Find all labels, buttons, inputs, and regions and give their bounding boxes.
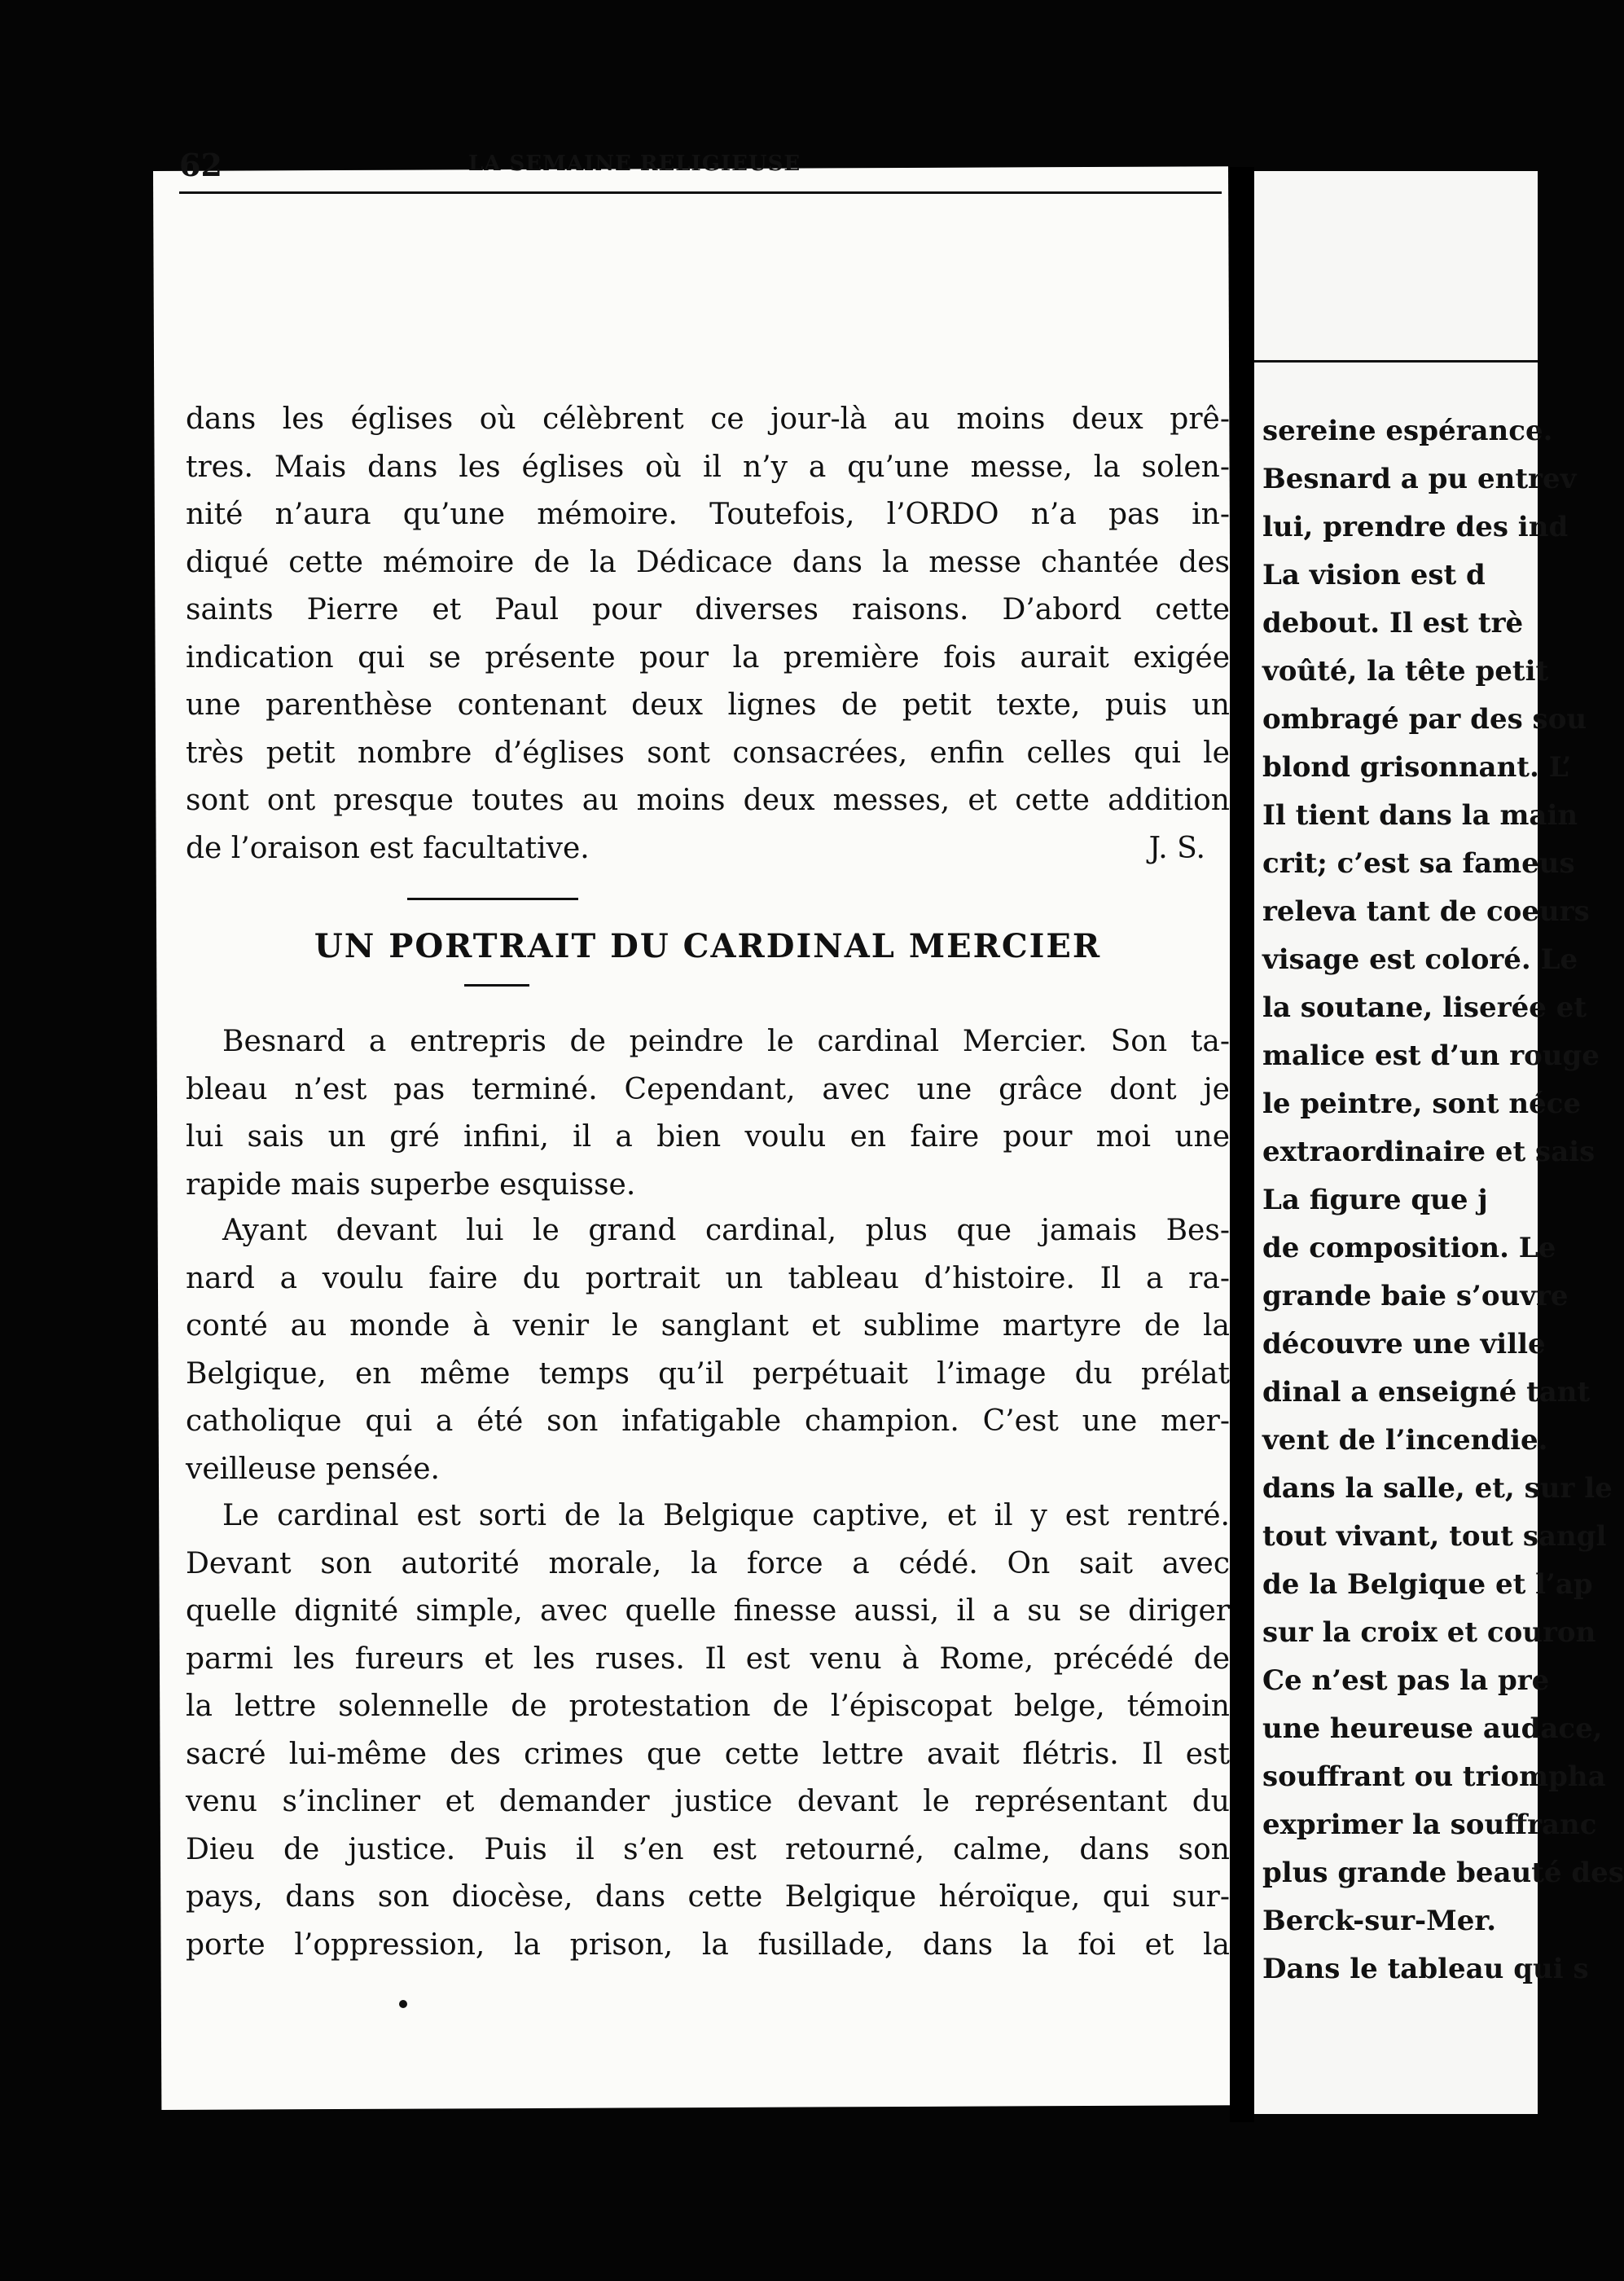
right-text-line: souffrant ou triompha — [1262, 1760, 1606, 1793]
paragraph-1 — [186, 1018, 1230, 1209]
text-line: dans les églises où célèbrent ce jour-là au moins deux prê- — [186, 402, 1230, 436]
right-text-line: Besnard a pu entrev — [1262, 463, 1577, 495]
text-line: Dieu de justice. Puis il s’en est retourné, calme, dans son — [186, 1832, 1230, 1866]
right-text-line: releva tant de coeurs — [1262, 895, 1590, 928]
ink-dot — [399, 2000, 407, 2008]
right-text-line: Ce n’est pas la pre — [1262, 1664, 1550, 1697]
right-text-line: le peintre, sont néce — [1262, 1088, 1582, 1120]
text-line-content: de l’oraison est facultative. — [186, 831, 590, 865]
paragraph-2 — [186, 1207, 1230, 1493]
right-header-rule — [1254, 360, 1538, 363]
text-line: lui sais un gré infini, il a bien voulu en faire pour moi une — [186, 1120, 1230, 1154]
text-line: bleau n’est pas terminé. Cependant, avec une grâce dont je — [186, 1072, 1230, 1106]
right-page — [1254, 171, 1624, 2114]
text-line: veilleuse pensée. — [186, 1452, 440, 1486]
right-text-line: debout. Il est trè — [1262, 607, 1524, 639]
top-paragraph — [186, 396, 1230, 872]
right-text-line: une heureuse audace, — [1262, 1712, 1603, 1745]
text-line: diqué cette mémoire de la Dédicace dans la messe chantée des — [186, 545, 1230, 579]
section-separator — [407, 898, 578, 900]
text-line: pays, dans son diocèse, dans cette Belgique héroïque, qui sur- — [186, 1880, 1230, 1914]
right-text-line: plus grande beauté des — [1262, 1857, 1624, 1889]
paragraph-3 — [186, 1492, 1230, 1969]
text-line: sont ont presque toutes au moins deux messes, et cette addition — [186, 784, 1230, 817]
text-line: une parenthèse contenant deux lignes de petit texte, puis un — [186, 688, 1230, 722]
right-text-line: sereine espérance. — [1262, 415, 1553, 447]
right-text-line: La figure que j — [1262, 1184, 1488, 1216]
right-text-line: voûté, la tête petit — [1262, 655, 1549, 688]
right-text-line: exprimer la souffranc — [1262, 1809, 1597, 1841]
right-text-line: grande baie s’ouvre — [1262, 1280, 1569, 1312]
text-line: indication qui se présente pour la première fois aurait exigée — [186, 640, 1230, 675]
text-line: nité n’aura qu’une mémoire. Toutefois, l’ORDO n’a pas in- — [186, 498, 1230, 531]
text-line: Devant son autorité morale, la force a cédé. On sait avec — [186, 1546, 1230, 1580]
text-line: rapide mais superbe esquisse. — [186, 1167, 636, 1202]
right-text-line: La vision est d — [1262, 559, 1486, 591]
text-line: parmi les fureurs et les ruses. Il est venu à Rome, précédé de — [186, 1642, 1230, 1676]
right-text-line: dans la salle, et, sur le — [1262, 1472, 1613, 1505]
right-text-line: crit; c’est sa fameus — [1262, 847, 1575, 880]
text-line: tres. Mais dans les églises où il n’y a qu’une messe, la solen- — [186, 450, 1230, 484]
signature: J. S. — [1148, 831, 1205, 865]
text-line: très petit nombre d’églises sont consacrées, enfin celles qui le — [186, 736, 1230, 770]
right-text-line: de la Belgique et l’ap — [1262, 1568, 1593, 1601]
text-line: Besnard a entrepris de peindre le cardinal Mercier. Son ta- — [222, 1025, 1230, 1058]
text-line: venu s’incliner et demander justice devant le représentant du — [186, 1785, 1230, 1818]
right-page-text — [1262, 407, 1624, 1993]
right-text-line: lui, prendre des ind — [1262, 511, 1569, 543]
running-head: LA SEMAINE RELIGIEUSE — [468, 152, 801, 176]
text-line: Ayant devant lui le grand cardinal, plus que jamais Bes- — [222, 1214, 1230, 1247]
text-line: catholique qui a été son infatigable champion. C’est une mer- — [186, 1404, 1230, 1438]
page-header — [179, 147, 1222, 183]
text-line: quelle dignité simple, avec quelle finesse aussi, il a su se diriger — [186, 1594, 1230, 1628]
book-spine — [1230, 167, 1254, 2122]
right-text-line: blond grisonnant. L’ — [1262, 751, 1572, 784]
text-line: porte l’oppression, la prison, la fusillade, dans la foi et la — [186, 1927, 1230, 1962]
right-text-line: sur la croix et couron — [1262, 1616, 1596, 1649]
right-text-line: de composition. Le — [1262, 1232, 1556, 1264]
right-text-line: dinal a enseigné tant — [1262, 1376, 1591, 1409]
text-line: la lettre solennelle de protestation de l’épiscopat belge, témoin — [186, 1690, 1230, 1723]
text-line: Le cardinal est sorti de la Belgique captive, et il y est rentré. — [222, 1499, 1230, 1532]
text-line: saints Pierre et Paul pour diverses raisons. D’abord cette — [186, 593, 1230, 626]
text-line: conté au monde à venir le sanglant et sublime martyre de la — [186, 1309, 1230, 1343]
right-text-line: Berck-sur-Mer. — [1262, 1905, 1497, 1937]
right-text-line: extraordinaire et sais — [1262, 1136, 1595, 1168]
text-line: sacré lui-même des crimes que cette lettre avait flétris. Il est — [186, 1737, 1230, 1771]
article-title: UN PORTRAIT DU CARDINAL MERCIER — [314, 927, 1102, 965]
page-number: 62 — [179, 147, 222, 183]
right-text-line: tout vivant, tout sangl — [1262, 1520, 1607, 1553]
header-rule — [179, 191, 1222, 194]
right-text-line: la soutane, liserée et — [1262, 991, 1587, 1024]
right-text-line: Dans le tableau qui s — [1262, 1953, 1589, 1985]
right-text-line: découvre une ville — [1262, 1328, 1546, 1360]
title-underline — [464, 984, 529, 987]
text-line: nard a voulu faire du portrait un tableau d’histoire. Il a ra- — [186, 1261, 1230, 1295]
right-text-line: malice est d’un rouge — [1262, 1039, 1600, 1072]
right-text-line: visage est coloré. Le — [1262, 943, 1578, 976]
right-text-line: Il tient dans la main — [1262, 799, 1578, 832]
right-text-line: vent de l’incendie. — [1262, 1424, 1548, 1457]
right-text-line: ombragé par des sou — [1262, 703, 1587, 736]
text-line: Belgique, en même temps qu’il perpétuait l’image du prélat — [186, 1356, 1230, 1391]
text-line — [186, 825, 1230, 873]
